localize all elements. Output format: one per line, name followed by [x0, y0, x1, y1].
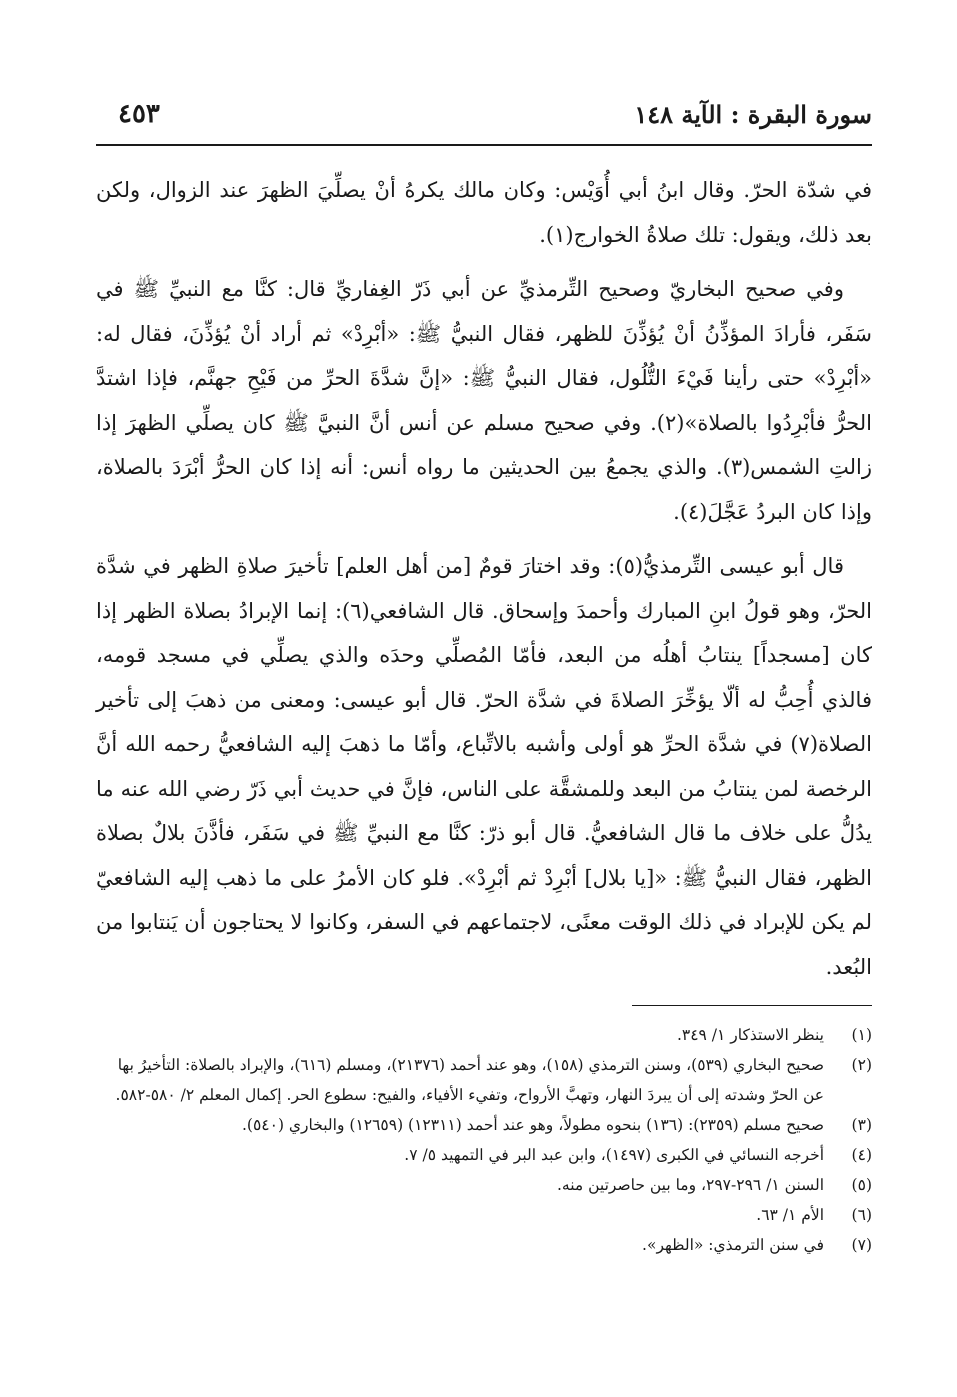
footnote-item — [96, 1110, 872, 1140]
footnote-number: (٧) — [851, 1236, 872, 1254]
footnote-text: أخرجه النسائي في الكبرى (١٤٩٧)، وابن عبد البر في التمهيد ٥/ ٧. — [404, 1146, 824, 1164]
footnote-text: السنن ١/ ٢٩٦-٢٩٧، وما بين حاصرتين منه. — [556, 1176, 824, 1194]
footnote-text: ينظر الاستذكار ١/ ٣٤٩. — [676, 1026, 824, 1044]
footnote-divider — [632, 1005, 872, 1006]
footnote-item — [96, 1020, 872, 1050]
page-number: ٤٥٣ — [118, 99, 160, 129]
footnote-text: في سنن الترمذي: «الظهر». — [642, 1236, 824, 1254]
footnote-number: (٥) — [851, 1176, 872, 1194]
footnote-item — [96, 1200, 872, 1230]
footnote-number: (٢) — [851, 1056, 872, 1074]
footnote-number: (٤) — [851, 1146, 872, 1164]
header-divider — [96, 144, 872, 146]
footnote-item — [96, 1170, 872, 1200]
footnote-number: (١) — [851, 1026, 872, 1044]
paragraph: في شدّة الحرّ. وقال ابنُ أبي أُوَيْس: وكان مالك يكرهُ أنْ يصلِّيَ الظهرَ عند الزوال، ولكن بعد ذلك، ويقول: تلك صلاةُ الخوارج(١). — [96, 178, 872, 247]
main-text — [96, 168, 872, 999]
footnotes — [96, 1020, 872, 1260]
footnote-item — [96, 1050, 872, 1110]
footnote-item — [96, 1230, 872, 1260]
footnote-text: صحيح البخاري (٥٣٩)، وسنن الترمذي (١٥٨)، وهو عند أحمد (٢١٣٧٦)، ومسلم (٦١٦)، والإبراد بالصلاة: التأخيرُ بها عن الحرّ وشدته إلى أن يبردَ النهار، وتهبَّ الأرواح، وتفيء الأفياء، والفيح: سطوع الحر. إكمال المعلم ٢/ ٥٨٠-٥٨٢. — [115, 1056, 824, 1104]
footnote-number: (٣) — [851, 1116, 872, 1134]
surah-title: سورة البقرة : الآية ١٤٨ — [634, 99, 872, 129]
footnote-text: صحيح مسلم (٢٣٥٩): (١٣٦) بنحوه مطولاً، وهو عند أحمد (١٢٣١١) (١٢٦٥٩) والبخاري (٥٤٠). — [241, 1116, 824, 1134]
footnote-item — [96, 1140, 872, 1170]
footnote-text: الأم ١/ ٦٣. — [756, 1206, 824, 1224]
paragraph: قال أبو عيسى التِّرمذيُّ(٥): وقد اختارَ قومٌ [من أهل العلم] تأخيرَ صلاةِ الظهر في شدَّة الحرّ، وهو قولُ ابنِ المبارك وأحمدَ وإسحاق. قال الشافعي(٦): إنما الإبرادُ بصلاة الظهر إذا كان [مسجداً] ينتابُ أهلُه من البعد، فأمّا المُصلِّي وحدَه والذي يصلِّي في مسجد قومه، فالذي أُحِبُّ له ألّا يؤخِّرَ الصلاةَ في شدَّة الحرّ. قال أبو عيسى: ومعنى من ذهبَ إلى تأخير الصلاة(٧) في شدَّة الحرِّ هو أولى وأشبه بالاتِّباع، وأمّا ما ذهبَ إليه الشافعيُّ رحمه الله أنَّ الرخصة لمن ينتابُ من البعد وللمشقَّة على الناس، فإنَّ في حديث أبي ذَرّ رضي الله عنه ما يدُلُّ على خلاف ما قال الشافعيُّ. قال أبو ذرّ: كنَّا مع النبيِّ ﷺ في سَفَر، فأذَّنَ بلالٌ بصلاة الظهر، فقال النبيُّ ﷺ: «[يا بلال] أبْرِدْ ثم أبْرِدْ». فلو كان الأمرُ على ما ذهب إليه الشافعيّ لم يكن للإبراد في ذلك الوقت معنًى، لاجتماعهم في السفر، وكانوا لا يحتاجون أن يَنتابوا من البُعد. — [96, 554, 873, 979]
footnote-number: (٦) — [851, 1206, 872, 1224]
running-header — [118, 96, 872, 132]
paragraph: وفي صحيح البخاريّ وصحيح التِّرمذيِّ عن أبي ذَرّ الغِفاريِّ قال: كنَّا مع النبيِّ ﷺ في سَفَر، فأرادَ المؤذِّنُ أنْ يُؤذِّنَ للظهر، فقال النبيُّ ﷺ: «أبْرِدْ» ثم أراد أنْ يُؤذِّنَ، فقال له: «أبْرِدْ» حتى رأينا فَيْءَ التُّلُول، فقال النبيُّ ﷺ: «إنَّ شدَّةَ الحرِّ من فَيْحِ جهنَّم، فإذا اشتدَّ الحرُّ فأبْرِدُوا بالصلاة»(٢). وفي صحيح مسلم عن أنس أنَّ النبيَّ ﷺ كان يصلِّي الظهرَ إذا زالتِ الشمس(٣). والذي يجمعُ بين الحديثين ما رواه أنس: أنه إذا كان الحرُّ أبْرَدَ بالصلاة، وإذا كان البردُ عَجَّلَ(٤). — [96, 277, 872, 524]
